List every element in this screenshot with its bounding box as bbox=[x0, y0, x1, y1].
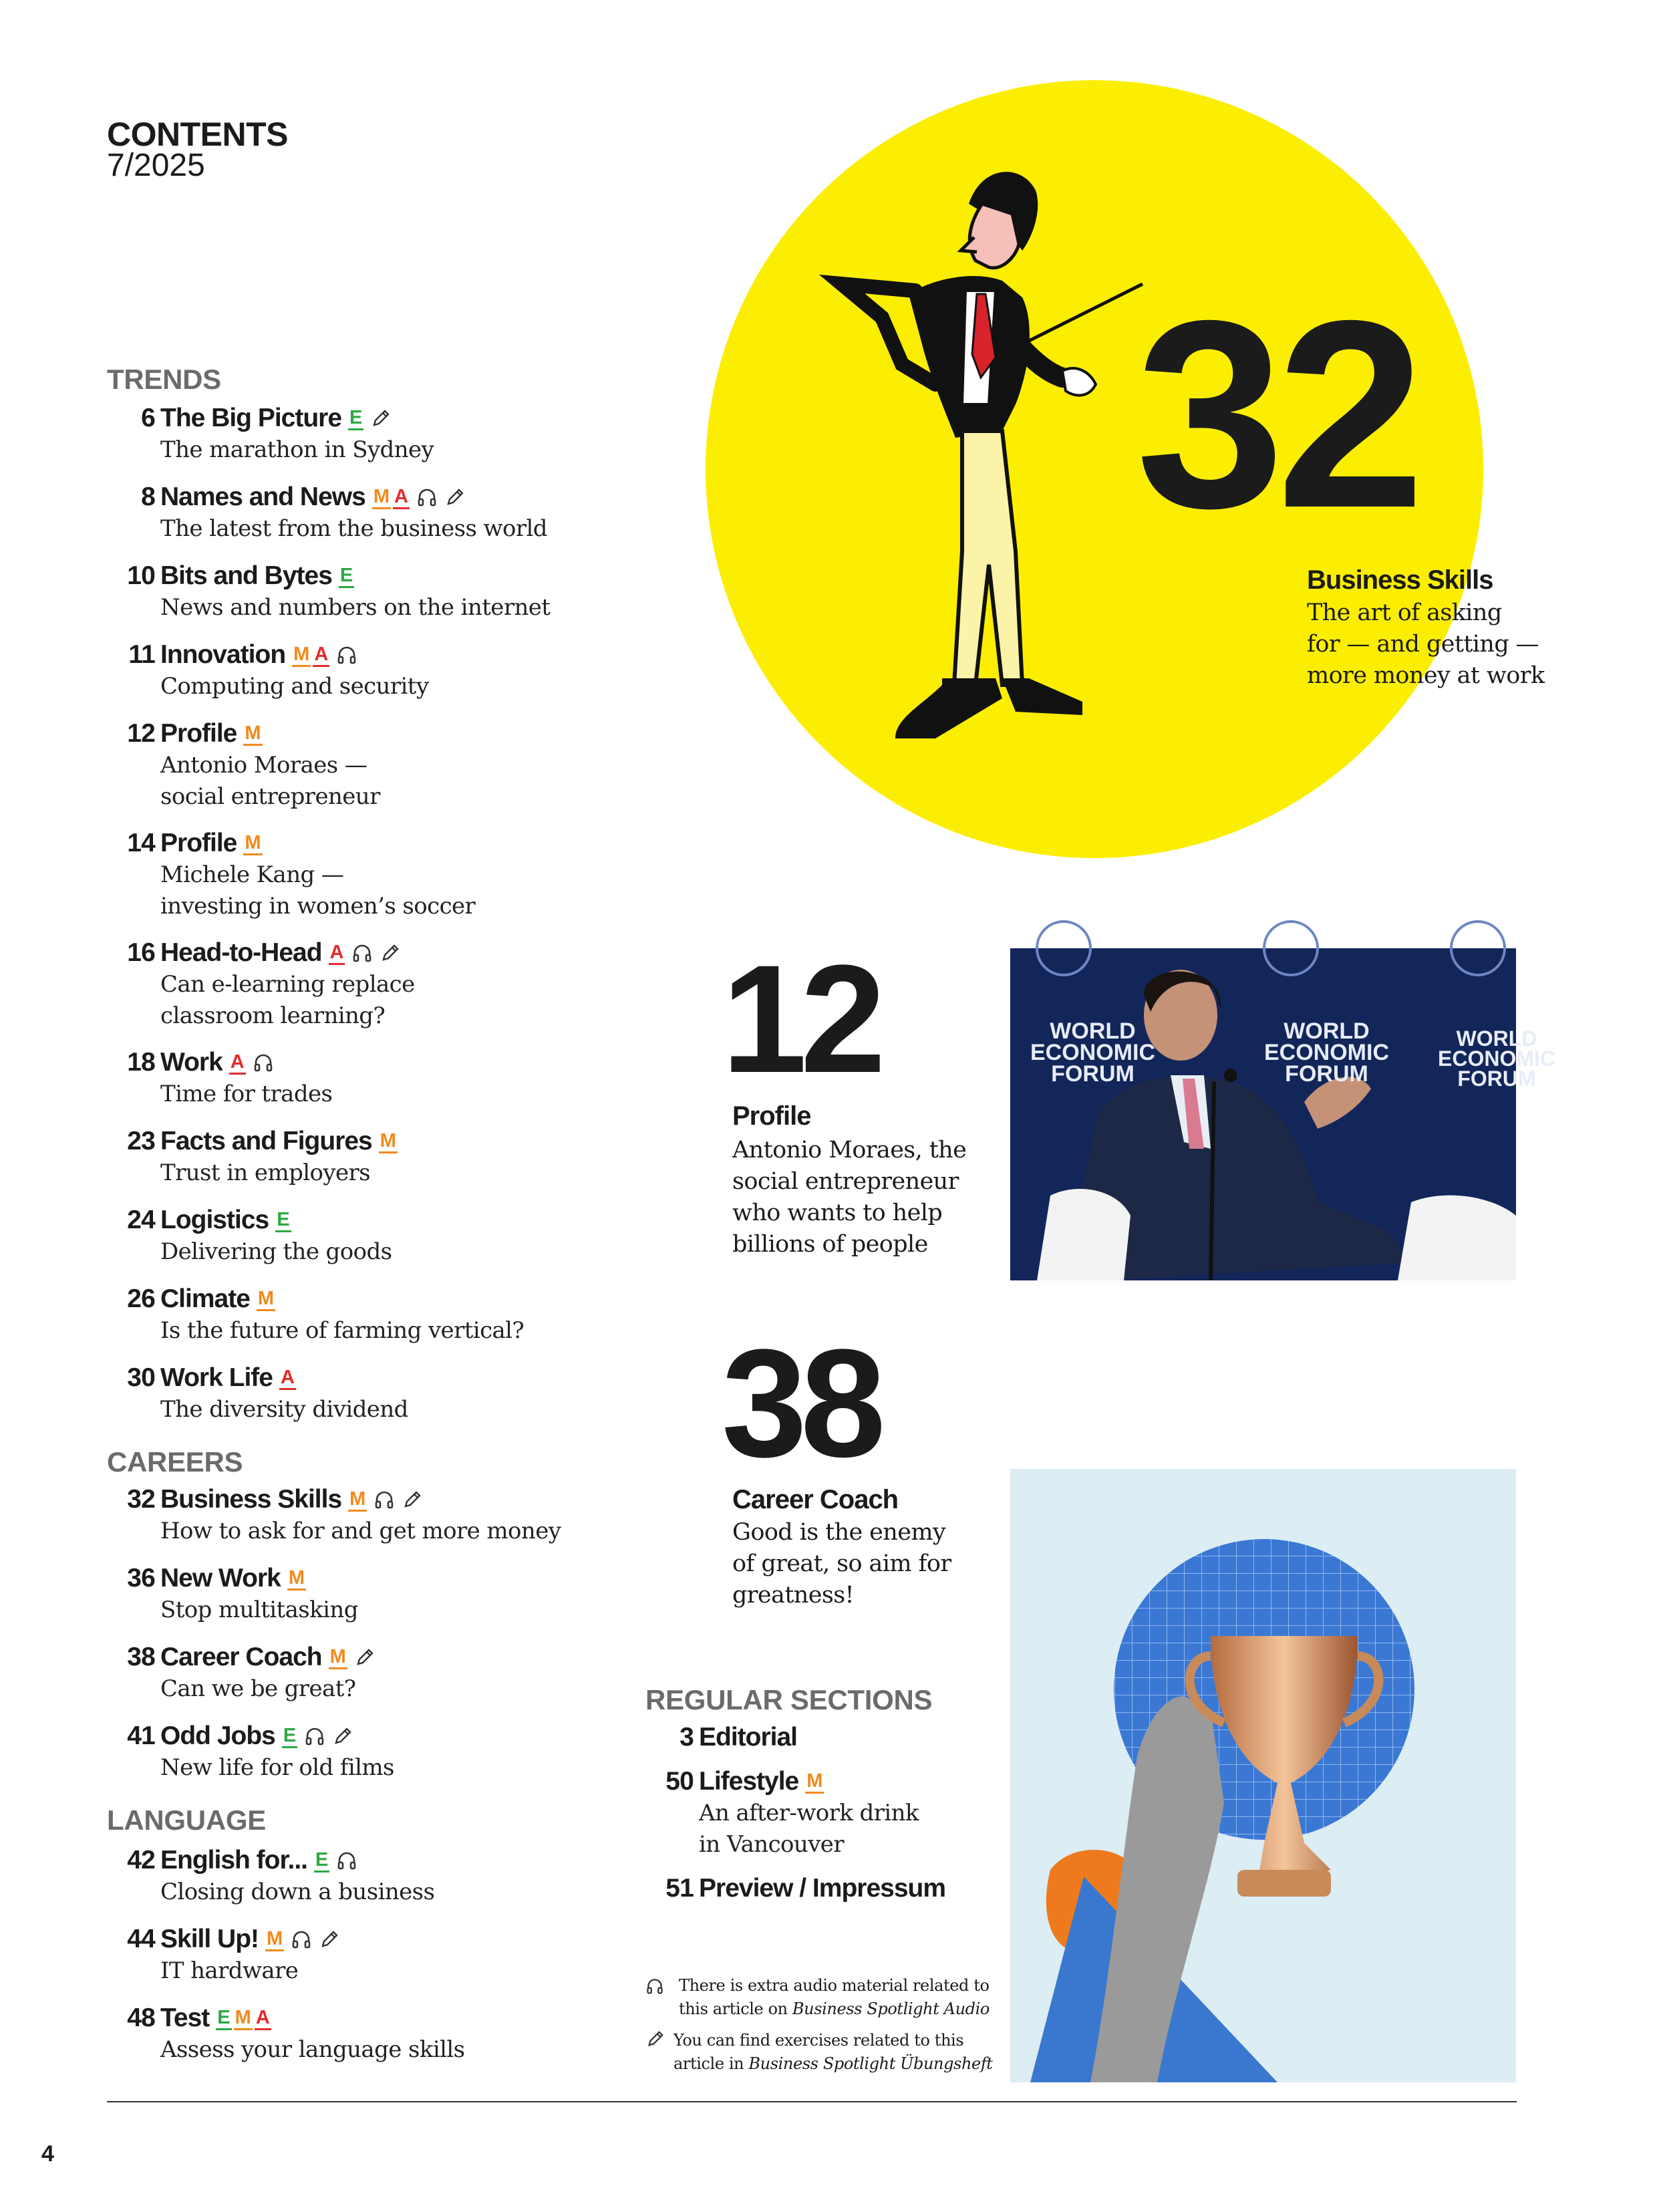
entry-title: Lifestyle bbox=[699, 1767, 799, 1796]
entry-title-row bbox=[160, 1846, 357, 1875]
pencil-icon bbox=[645, 2029, 665, 2049]
entry-description: Antonio Moraes — social entrepreneur bbox=[160, 752, 380, 810]
entry-title: Work bbox=[160, 1048, 222, 1077]
entry-title-row bbox=[160, 719, 263, 748]
bottom-divider bbox=[107, 2101, 1517, 2102]
entry-title: Logistics bbox=[160, 1206, 269, 1234]
level-badge-m: M bbox=[348, 1488, 367, 1512]
entry-description: Assess your language skills bbox=[160, 2036, 465, 2063]
entry-title-row bbox=[160, 640, 357, 670]
headphones-icon bbox=[373, 1489, 395, 1510]
level-badges bbox=[805, 1770, 824, 1794]
level-badge-a: A bbox=[279, 1367, 296, 1390]
trophy-collage bbox=[1010, 1469, 1516, 2082]
pencil-icon bbox=[319, 1929, 340, 1950]
headphones-icon bbox=[351, 942, 373, 964]
headphones-icon bbox=[416, 487, 438, 508]
entry-title-row bbox=[160, 938, 401, 968]
conductor-illustration bbox=[802, 150, 1176, 752]
level-badge-a: A bbox=[393, 486, 410, 509]
entry-description: Can e-learning replace classroom learning? bbox=[160, 971, 415, 1029]
level-badge-a: A bbox=[313, 644, 329, 667]
entry-description: The latest from the business world bbox=[160, 515, 547, 542]
entry-title: Skill Up! bbox=[160, 1925, 259, 1953]
pencil-icon bbox=[332, 1725, 353, 1747]
level-badges bbox=[279, 1367, 296, 1390]
level-badges bbox=[229, 1051, 246, 1075]
entry-title-row bbox=[160, 1485, 423, 1514]
section-heading-language: LANGUAGE bbox=[107, 1804, 266, 1836]
entry-title: Work Life bbox=[160, 1363, 273, 1392]
entry-description: The diversity dividend bbox=[160, 1396, 408, 1423]
entry-title: Facts and Figures bbox=[160, 1127, 372, 1155]
entry-page-number: 26 bbox=[127, 1284, 155, 1313]
level-badges bbox=[339, 565, 354, 588]
entry-description: Michele Kang — investing in women’s soccer bbox=[160, 861, 476, 920]
entry-title: Profile bbox=[160, 829, 237, 857]
section-heading-regular: REGULAR SECTIONS bbox=[645, 1684, 933, 1715]
entry-title: Profile bbox=[160, 719, 237, 748]
level-badge-m: M bbox=[243, 722, 262, 746]
page-number: 4 bbox=[41, 2141, 54, 2167]
entry-page-number: 8 bbox=[141, 482, 155, 511]
wef-banner-right: WORLD ECONOMIC FORUM bbox=[1438, 1026, 1555, 1091]
entry-page-number: 41 bbox=[127, 1721, 155, 1750]
entry-page-number: 16 bbox=[127, 938, 155, 967]
wef-banner-left: WORLD ECONOMIC FORUM bbox=[1030, 1018, 1155, 1087]
entry-title-row bbox=[160, 561, 354, 591]
feature-38-title: Career Coach bbox=[732, 1485, 899, 1514]
level-badges bbox=[292, 644, 329, 667]
headphones-icon bbox=[336, 1850, 357, 1871]
feature-32-title: Business Skills bbox=[1307, 565, 1493, 595]
entry-title: Innovation bbox=[160, 640, 286, 669]
entry-description: Is the future of farming vertical? bbox=[160, 1317, 524, 1344]
issue-date: 7/2025 bbox=[107, 148, 205, 183]
entry-page-number: 36 bbox=[127, 1564, 155, 1593]
entry-title-row bbox=[160, 1127, 398, 1156]
entry-page-number: 24 bbox=[127, 1206, 155, 1234]
feature-12-desc: Antonio Moraes, the social entrepreneur who wants to help billions of people bbox=[732, 1137, 967, 1258]
wef-banner-center: WORLD ECONOMIC FORUM bbox=[1264, 1018, 1389, 1087]
entry-page-number: 6 bbox=[141, 404, 155, 432]
entry-page-number: 14 bbox=[127, 829, 155, 857]
level-badges bbox=[275, 1209, 291, 1232]
feature-38-number: 38 bbox=[722, 1317, 879, 1489]
level-badges bbox=[314, 1849, 329, 1873]
headphones-icon bbox=[291, 1929, 312, 1950]
entry-title: Career Coach bbox=[160, 1643, 322, 1671]
entry-description: Delivering the goods bbox=[160, 1238, 392, 1265]
entry-page-number: 30 bbox=[127, 1363, 155, 1392]
entry-title-row bbox=[160, 829, 263, 858]
entry-page-number: 38 bbox=[127, 1643, 155, 1671]
entry-title-row bbox=[160, 2003, 271, 2033]
entry-description: Closing down a business bbox=[160, 1879, 435, 1905]
level-badges bbox=[329, 1646, 347, 1669]
entry-page-number: 18 bbox=[127, 1048, 155, 1077]
entry-title: Test bbox=[160, 2003, 210, 2032]
level-badge-e: E bbox=[275, 1209, 291, 1232]
entry-description: IT hardware bbox=[160, 1957, 299, 1984]
entry-title: Head-to-Head bbox=[160, 938, 322, 967]
entry-title-row bbox=[699, 1874, 945, 1903]
level-badges bbox=[372, 486, 410, 509]
level-badge-e: E bbox=[216, 2007, 231, 2030]
entry-title-row bbox=[160, 1721, 353, 1751]
level-badges bbox=[287, 1567, 306, 1591]
entry-title: English for... bbox=[160, 1846, 308, 1875]
entry-title: Climate bbox=[160, 1284, 250, 1313]
entry-page-number: 11 bbox=[128, 640, 155, 669]
entry-title-row bbox=[160, 1363, 296, 1393]
level-badge-m: M bbox=[265, 1928, 284, 1951]
level-badges bbox=[379, 1130, 398, 1153]
entry-description: Time for trades bbox=[160, 1081, 333, 1107]
headphones-icon bbox=[645, 1977, 664, 1995]
level-badge-m: M bbox=[372, 486, 391, 509]
headphones-icon bbox=[336, 644, 357, 666]
entry-title: Editorial bbox=[699, 1723, 798, 1752]
entry-page-number: 51 bbox=[665, 1874, 694, 1903]
entry-description: Stop multitasking bbox=[160, 1597, 358, 1623]
entry-title-row bbox=[160, 1048, 274, 1077]
entry-page-number: 12 bbox=[127, 719, 155, 748]
level-badges bbox=[243, 832, 262, 855]
entry-page-number: 48 bbox=[127, 2003, 155, 2032]
level-badges bbox=[329, 942, 345, 965]
level-badges bbox=[265, 1928, 284, 1951]
entry-title: Odd Jobs bbox=[160, 1721, 275, 1750]
feature-32-number: 32 bbox=[1136, 265, 1417, 563]
level-badges bbox=[257, 1288, 275, 1311]
entry-title-row bbox=[160, 1564, 306, 1593]
level-badge-a: A bbox=[229, 1051, 246, 1075]
level-badge-e: E bbox=[314, 1849, 329, 1873]
level-badge-e: E bbox=[348, 407, 363, 430]
feature-32-desc: The art of asking for — and getting — more money at work bbox=[1307, 599, 1545, 689]
feature-38-desc: Good is the enemy of great, so aim for greatness! bbox=[732, 1519, 951, 1609]
section-heading-careers: CAREERS bbox=[107, 1446, 243, 1478]
level-badge-e: E bbox=[282, 1725, 297, 1748]
entry-page-number: 3 bbox=[680, 1723, 694, 1752]
pencil-icon bbox=[354, 1647, 375, 1668]
level-badge-m: M bbox=[257, 1288, 275, 1311]
entry-title-row bbox=[160, 1284, 275, 1314]
entry-title: Business Skills bbox=[160, 1485, 342, 1514]
pencil-icon bbox=[402, 1489, 423, 1510]
feature-12-number: 12 bbox=[722, 933, 879, 1105]
level-badge-m: M bbox=[292, 644, 311, 667]
level-badge-a: A bbox=[329, 942, 345, 965]
entry-page-number: 44 bbox=[127, 1925, 155, 1953]
wef-photo bbox=[1010, 948, 1555, 1280]
entry-description: An after-work drink in Vancouver bbox=[699, 1800, 919, 1858]
entry-description: New life for old films bbox=[160, 1754, 394, 1781]
level-badge-m: M bbox=[805, 1770, 824, 1794]
pencil-icon bbox=[370, 408, 392, 429]
entry-description: How to ask for and get more money bbox=[160, 1518, 561, 1544]
entry-description: The marathon in Sydney bbox=[160, 436, 434, 463]
entry-page-number: 32 bbox=[127, 1485, 155, 1514]
pencil-icon bbox=[444, 487, 466, 508]
entry-description: News and numbers on the internet bbox=[160, 594, 551, 621]
level-badge-a: A bbox=[255, 2007, 271, 2030]
level-badge-m: M bbox=[329, 1646, 347, 1669]
entry-title-row bbox=[160, 482, 466, 512]
entry-title-row bbox=[160, 1206, 291, 1235]
level-badges bbox=[243, 722, 262, 746]
entry-title-row bbox=[699, 1723, 797, 1752]
level-badges bbox=[348, 1488, 367, 1512]
feature-12-title: Profile bbox=[732, 1101, 811, 1131]
level-badge-m: M bbox=[287, 1567, 306, 1591]
entry-description: Can we be great? bbox=[160, 1675, 356, 1702]
entry-page-number: 50 bbox=[665, 1767, 694, 1796]
level-badge-e: E bbox=[339, 565, 354, 588]
entry-title: Bits and Bytes bbox=[160, 561, 332, 590]
level-badges bbox=[282, 1725, 297, 1748]
contents-heading: CONTENTS bbox=[107, 116, 288, 153]
level-badge-m: M bbox=[379, 1130, 398, 1153]
entry-title-row bbox=[699, 1767, 824, 1796]
entry-title-row bbox=[160, 404, 392, 433]
entry-page-number: 23 bbox=[127, 1127, 155, 1155]
entry-title: Names and News bbox=[160, 482, 365, 511]
entry-page-number: 42 bbox=[127, 1846, 155, 1875]
level-badges bbox=[216, 2007, 271, 2030]
entry-title: New Work bbox=[160, 1564, 281, 1593]
level-badges bbox=[348, 407, 363, 430]
headphones-icon bbox=[253, 1052, 274, 1073]
pencil-icon bbox=[380, 942, 401, 964]
level-badge-m: M bbox=[234, 2007, 253, 2030]
headphones-icon bbox=[304, 1725, 325, 1747]
entry-page-number: 10 bbox=[127, 561, 155, 590]
entry-title-row bbox=[160, 1925, 340, 1954]
entry-title: The Big Picture bbox=[160, 404, 342, 432]
entry-description: Computing and security bbox=[160, 673, 429, 700]
level-badge-m: M bbox=[243, 832, 262, 855]
entry-title: Preview / Impressum bbox=[699, 1874, 946, 1903]
entry-description: Trust in employers bbox=[160, 1159, 371, 1186]
entry-title-row bbox=[160, 1643, 375, 1672]
section-heading-trends: TRENDS bbox=[107, 364, 221, 395]
